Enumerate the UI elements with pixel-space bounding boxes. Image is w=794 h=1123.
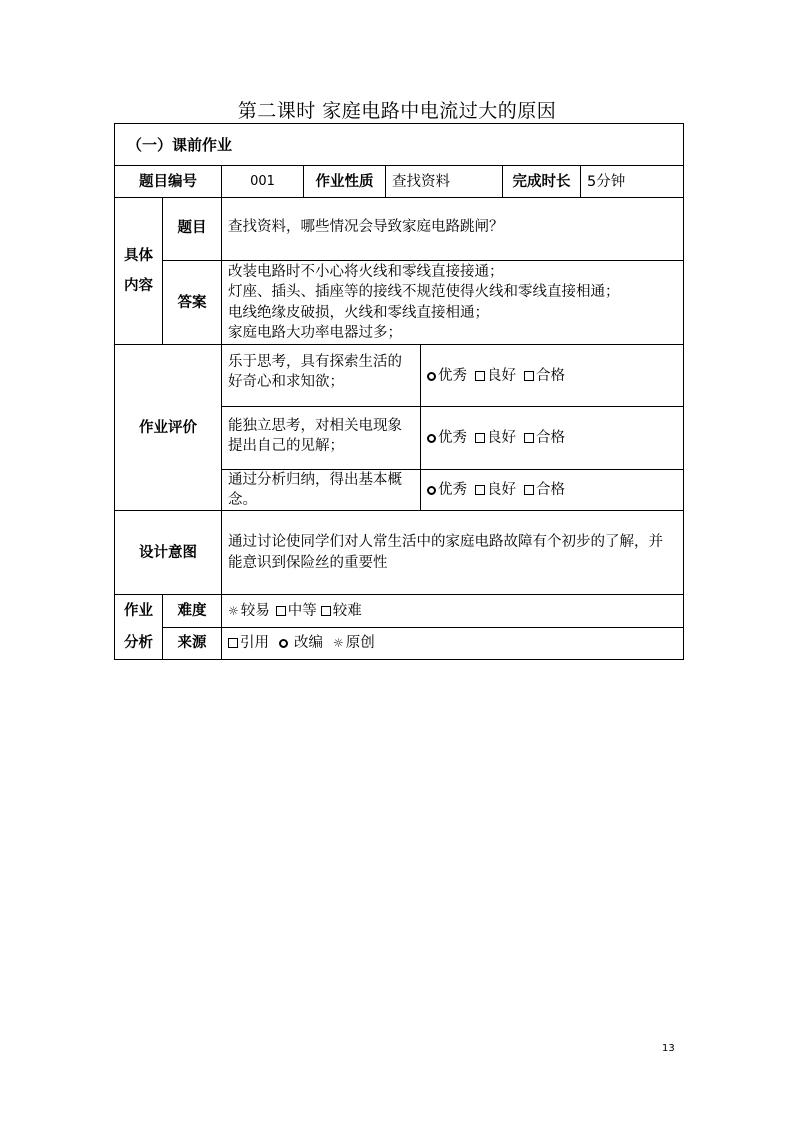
evaluation-criterion: 乐于思考，具有探索生活的好奇心和求知欲； xyxy=(222,345,421,407)
section-heading: （一）课前作业 xyxy=(115,124,684,166)
sun-icon: ☼ xyxy=(333,636,344,651)
design-text: 通过讨论使同学们对人常生活中的家庭电路故障有个初步的了解，并能意识到保险丝的重要性 xyxy=(222,511,684,595)
question-label: 题目 xyxy=(163,198,222,261)
id-value: 001 xyxy=(222,166,304,198)
radio-selected-icon xyxy=(427,486,436,495)
nature-value: 查找资料 xyxy=(386,166,503,198)
analysis-label xyxy=(115,595,163,660)
source-label: 来源 xyxy=(163,627,222,660)
answer-line: 灯座、插头、插座等的接线不规范使得火线和零线直接相通； xyxy=(228,284,620,300)
difficulty-label: 难度 xyxy=(163,595,222,628)
evaluation-rating xyxy=(421,470,684,511)
content-label-line1: 具体 xyxy=(124,248,153,264)
page-title: 第二课时 家庭电路中电流过大的原因 xyxy=(237,100,557,122)
radio-selected-icon xyxy=(279,639,288,648)
time-label: 完成时长 xyxy=(503,166,581,198)
checkbox-icon xyxy=(524,371,534,381)
answer-line: 家庭电路大功率电器过多； xyxy=(228,325,402,341)
difficulty-easy[interactable]: ☼ 较易 xyxy=(228,602,270,619)
rating-excellent[interactable]: 优秀 xyxy=(427,430,467,446)
difficulty-medium[interactable]: 中等 xyxy=(276,603,317,619)
source-options xyxy=(222,627,684,660)
design-label: 设计意图 xyxy=(115,511,222,595)
analysis-label-line1: 作业 xyxy=(124,603,153,619)
evaluation-rating xyxy=(421,407,684,470)
evaluation-rating xyxy=(421,345,684,407)
rating-good[interactable]: 良好 xyxy=(475,368,516,384)
answer-line: 电线绝缘皮破损，火线和零线直接相通； xyxy=(228,304,489,321)
checkbox-icon xyxy=(475,485,485,495)
checkbox-icon xyxy=(321,606,331,616)
source-cited[interactable]: 引用 xyxy=(228,635,269,651)
answer-label: 答案 xyxy=(163,261,222,345)
rating-excellent[interactable]: 优秀 xyxy=(427,482,467,498)
checkbox-icon xyxy=(228,638,238,648)
analysis-label-line2: 分析 xyxy=(124,635,153,651)
homework-table xyxy=(114,123,684,660)
radio-selected-icon xyxy=(427,434,436,443)
rating-pass[interactable]: 合格 xyxy=(524,430,565,446)
time-value: 5分钟 xyxy=(581,166,684,198)
evaluation-criterion: 通过分析归纳，得出基本概念。 xyxy=(222,470,421,511)
answer-text xyxy=(222,261,684,345)
rating-good[interactable]: 良好 xyxy=(475,430,516,446)
checkbox-icon xyxy=(524,485,534,495)
content-label xyxy=(115,198,163,345)
rating-excellent[interactable]: 优秀 xyxy=(427,368,467,384)
checkbox-icon xyxy=(475,433,485,443)
id-label: 题目编号 xyxy=(115,166,222,198)
difficulty-hard[interactable]: 较难 xyxy=(321,603,362,619)
evaluation-criterion: 能独立思考，对相关电现象提出自己的见解； xyxy=(222,407,421,470)
rating-good[interactable]: 良好 xyxy=(475,482,516,498)
question-text: 查找资料，哪些情况会导致家庭电路跳闸？ xyxy=(222,198,684,261)
content-label-line2: 内容 xyxy=(124,278,153,294)
checkbox-icon xyxy=(276,606,286,616)
source-adapted[interactable]: 改编 xyxy=(279,635,323,651)
rating-pass[interactable]: 合格 xyxy=(524,368,565,384)
difficulty-options xyxy=(222,595,684,628)
sun-icon: ☼ xyxy=(228,603,239,618)
source-original[interactable]: ☼ 原创 xyxy=(333,635,375,652)
page-number: 13 xyxy=(662,1043,675,1054)
rating-pass[interactable]: 合格 xyxy=(524,482,565,498)
nature-label: 作业性质 xyxy=(304,166,386,198)
checkbox-icon xyxy=(524,433,534,443)
evaluation-label: 作业评价 xyxy=(115,345,222,511)
radio-selected-icon xyxy=(427,372,436,381)
checkbox-icon xyxy=(475,371,485,381)
answer-line: 改装电路时不小心将火线和零线直接接通； xyxy=(228,263,504,280)
